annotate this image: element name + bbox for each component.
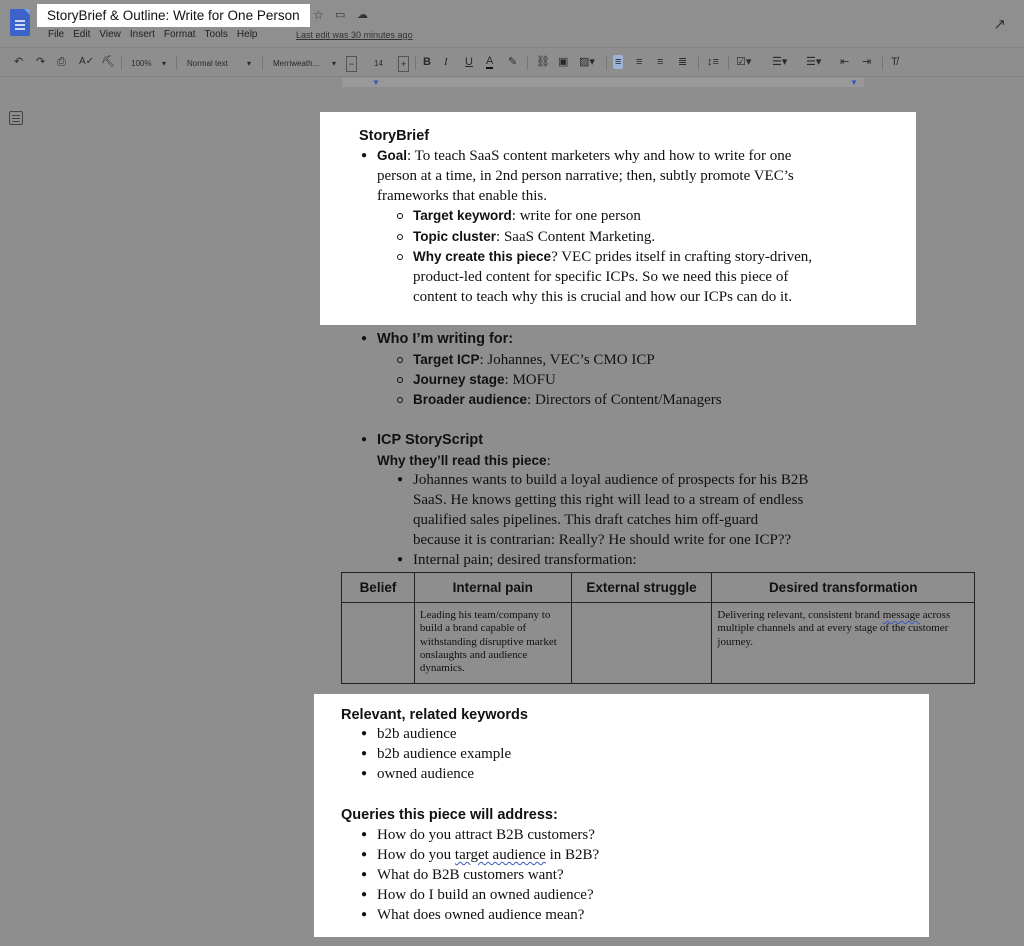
bullet: ● (361, 909, 368, 920)
underline-icon[interactable]: U (465, 56, 473, 68)
zoom-select[interactable]: 100% (131, 59, 152, 68)
activity-icon[interactable]: ↗ (993, 16, 1006, 33)
font-size-input[interactable]: 14 (374, 59, 383, 68)
increase-indent-icon[interactable]: ⇥ (862, 56, 872, 68)
bullet: ● (361, 869, 368, 880)
align-left-icon[interactable]: ≡ (615, 56, 622, 68)
keyword-item: owned audience (377, 766, 475, 782)
keyword-line: Target keyword: write for one person (413, 208, 641, 224)
chevron-down-icon: ▾ (162, 59, 167, 68)
read-line-5: Internal pain; desired transformation: (413, 552, 637, 568)
bullet: ● (361, 150, 368, 161)
bullet: ● (361, 728, 368, 739)
move-to-folder-icon[interactable]: ▭ (335, 9, 346, 21)
line-spacing-icon[interactable]: ↕≡ (707, 56, 719, 68)
chevron-down-icon: ▾ (247, 59, 252, 68)
increase-font-size-button[interactable]: + (398, 56, 409, 72)
table-header-internal-pain: Internal pain (414, 573, 571, 603)
goal-line-2: person at a time, in 2nd person narrative; then, subtly promote VEC’s (377, 168, 794, 184)
spellcheck-icon[interactable]: A✓ (79, 56, 95, 67)
bullet: ● (361, 849, 368, 860)
storyscript-heading: ICP StoryScript (377, 432, 484, 448)
print-icon[interactable]: ⎙ (57, 56, 66, 68)
table-header-belief: Belief (342, 573, 415, 603)
query-item: How do you attract B2B customers? (377, 827, 595, 843)
storybrief-heading: StoryBrief (359, 128, 430, 144)
why-line-2: product-led content for specific ICPs. So we need this piece of (413, 269, 789, 285)
paint-format-icon[interactable]: ⛏ (101, 56, 115, 68)
link-icon[interactable]: ⛓ (536, 56, 550, 68)
table-cell-belief[interactable] (342, 603, 415, 684)
document-title[interactable]: StoryBrief & Outline: Write for One Person (37, 4, 310, 27)
goal-line-1: Goal: To teach SaaS content marketers why and how to write for one (377, 148, 792, 164)
why-line-1: Why create this piece? VEC prides itself in crafting story-driven, (413, 249, 812, 265)
bullet: ● (361, 829, 368, 840)
numbered-list-icon[interactable]: ☰▾ (806, 56, 822, 68)
align-center-icon[interactable]: ≡ (636, 56, 643, 68)
cloud-status-icon[interactable]: ☁ (357, 9, 368, 21)
bullet (397, 377, 403, 383)
menu-insert[interactable]: Insert (129, 29, 155, 40)
bullet: ● (397, 554, 404, 565)
font-select[interactable]: Merriweath... (273, 59, 320, 68)
query-item: How do you target audience in B2B? (377, 847, 600, 863)
bullet (397, 254, 403, 260)
menu-edit[interactable]: Edit (73, 29, 91, 40)
bold-icon[interactable]: B (423, 56, 431, 68)
stage-line: Journey stage: MOFU (413, 372, 556, 388)
redo-icon[interactable]: ↷ (36, 56, 46, 68)
bullet: ● (361, 434, 368, 445)
table-header-desired-transformation: Desired transformation (712, 573, 975, 603)
checklist-icon[interactable]: ☑▾ (736, 56, 752, 68)
bullet (397, 234, 403, 240)
keywords-heading: Relevant, related keywords (341, 707, 528, 723)
menu-format[interactable]: Format (163, 29, 196, 40)
bullet: ● (397, 474, 404, 485)
read-line-2: SaaS. He knows getting this right will lead to a stream of endless (413, 492, 804, 508)
bullet (397, 213, 403, 219)
table-cell-desired-transformation[interactable]: Delivering relevant, consistent brand message across multiple channels and at every stage of the customer journey. (712, 603, 975, 684)
style-select[interactable]: Normal text (187, 59, 228, 68)
undo-icon[interactable]: ↶ (14, 56, 24, 68)
bulleted-list-icon[interactable]: ☰▾ (772, 56, 788, 68)
query-item: What does owned audience mean? (377, 907, 585, 923)
table-cell-external-struggle[interactable] (571, 603, 712, 684)
bullet: ● (361, 748, 368, 759)
cluster-line: Topic cluster: SaaS Content Marketing. (413, 229, 656, 245)
bullet (397, 357, 403, 363)
menu-file[interactable]: File (48, 29, 65, 40)
italic-icon[interactable]: I (444, 56, 448, 68)
queries-heading: Queries this piece will address: (341, 807, 558, 823)
why-read-heading: Why they’ll read this piece: (377, 453, 551, 469)
menu-view[interactable]: View (99, 29, 121, 40)
right-margin-marker-icon[interactable]: ▼ (850, 78, 858, 87)
clear-formatting-icon[interactable]: T̸ (891, 56, 898, 68)
who-heading: Who I’m writing for: (377, 331, 514, 347)
decrease-indent-icon[interactable]: ⇤ (840, 56, 850, 68)
query-item: What do B2B customers want? (377, 867, 564, 883)
keyword-item: b2b audience example (377, 746, 512, 762)
chevron-down-icon: ▾ (332, 59, 337, 68)
read-line-4: because it is contrarian: Really? He should write for one ICP?? (413, 532, 792, 548)
last-edit-link[interactable]: Last edit was 30 minutes ago (296, 30, 413, 40)
table-row (342, 603, 975, 684)
goal-line-3: frameworks that enable this. (377, 188, 547, 204)
comment-icon[interactable]: ▣ (558, 56, 569, 68)
text-color-icon[interactable]: A (486, 55, 494, 67)
storyscript-table (341, 572, 975, 684)
why-line-3: content to teach why this is crucial and how our ICPs can do it. (413, 289, 793, 305)
read-line-1: Johannes wants to build a loyal audience of prospects for his B2B (413, 472, 809, 488)
decrease-font-size-button[interactable]: − (346, 56, 357, 72)
query-item: How do I build an owned audience? (377, 887, 594, 903)
icp-line: Target ICP: Johannes, VEC’s CMO ICP (413, 352, 655, 368)
table-header-row (342, 573, 975, 603)
indent-marker-icon[interactable]: ▼ (372, 78, 380, 87)
justify-icon[interactable]: ≣ (678, 56, 688, 68)
menu-tools[interactable]: Tools (204, 29, 228, 40)
image-icon[interactable]: ▨▾ (579, 56, 595, 68)
read-line-3: qualified sales pipelines. This draft catches him off-guard (413, 512, 759, 528)
table-header-external-struggle: External struggle (571, 573, 712, 603)
bullet: ● (361, 333, 368, 344)
bullet: ● (361, 768, 368, 779)
broader-line: Broader audience: Directors of Content/Managers (413, 392, 722, 408)
bullet: ● (361, 889, 368, 900)
star-icon[interactable]: ☆ (313, 8, 324, 22)
align-right-icon[interactable]: ≡ (657, 56, 664, 68)
keyword-item: b2b audience (377, 726, 457, 742)
menu-help[interactable]: Help (236, 29, 258, 40)
table-cell-internal-pain[interactable]: Leading his team/company to build a brand capable of withstanding disruptive market onslaughts and audience dynamics. (414, 603, 571, 684)
highlight-icon[interactable]: ✎ (508, 56, 518, 68)
bullet (397, 397, 403, 403)
